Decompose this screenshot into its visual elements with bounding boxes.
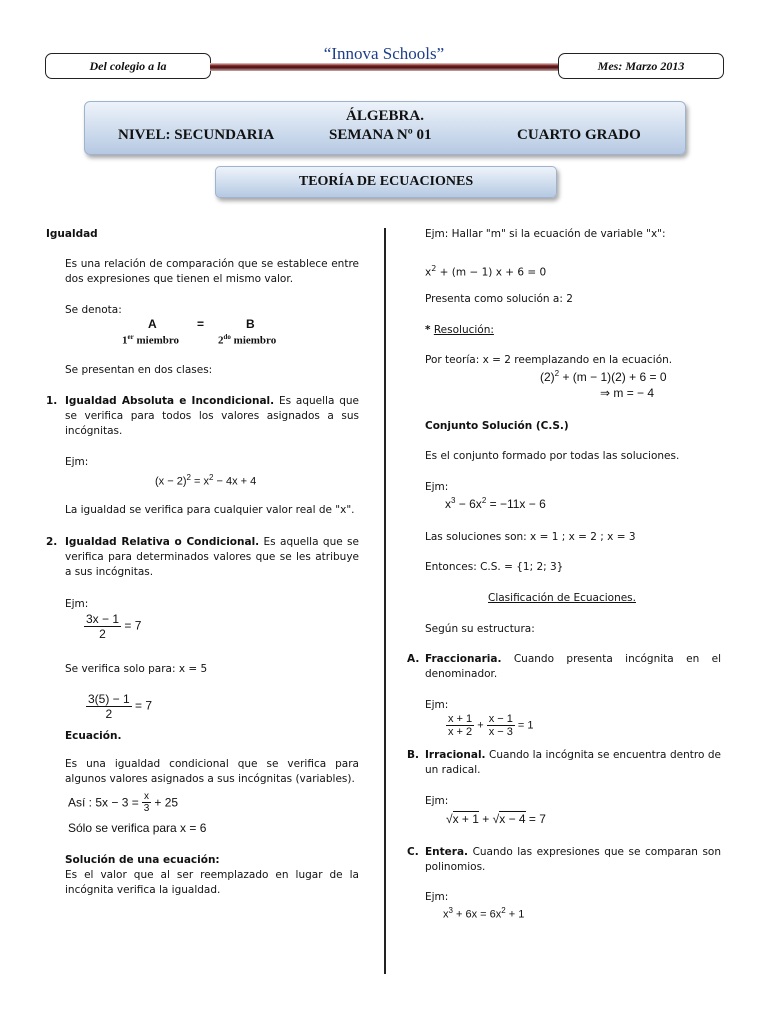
solo-verifica-text: Sólo se verifica para x = 6 xyxy=(68,821,207,835)
ejm-label-4: Ejm: xyxy=(425,699,449,711)
second-member-label: $2^{do}$ miembro xyxy=(218,333,277,347)
class1-note: La igualdad se verifica para cualquier valor real de "x". xyxy=(65,504,355,516)
irracional-equation: √x + 1 + √x − 4 = 7 xyxy=(446,812,546,826)
subject-title: ÁLGEBRA. xyxy=(346,108,424,124)
asterisk: * xyxy=(425,324,431,336)
class2-number: 2. xyxy=(46,536,58,548)
ejm-label-6: Ejm: xyxy=(425,891,449,903)
entonces-text: Entonces: C.S. = {1; 2; 3} xyxy=(425,561,564,573)
presenta-solucion-text: Presenta como solución a: 2 xyxy=(425,293,573,305)
sqrt-symbol-1: √ xyxy=(446,812,453,826)
hallar-m-text: Ejm: Hallar "m" si la ecuación de variable "x": xyxy=(425,228,666,240)
dos-clases-text: Se presentan en dos clases: xyxy=(65,364,213,376)
class1-number: 1. xyxy=(46,395,58,407)
header-date-box: Mes: Marzo 2013 xyxy=(558,53,724,79)
conjunto-solucion-definition: Es el conjunto formado por todas las soluciones. xyxy=(425,450,680,462)
resolution-step-1: $(2)^2 + (m - 1)(2) + 6 = 0$ xyxy=(540,369,667,384)
type-c-paragraph: Entera. Cuando las expresiones que se comparan son polinomios. xyxy=(425,846,721,873)
heading-conjunto-solucion: Conjunto Solución (C.S.) xyxy=(425,420,569,432)
fraccionaria-equation: $\frac{x + 1}{x + 2}$ + $\frac{x - 1}{x - 3}$ = 1 xyxy=(448,713,534,738)
example-equation-1: $(x - 2)^2 = x^2 - 4x + 4$ xyxy=(155,473,257,488)
entera-equation: $x^3 + 6x = 6x^2 + 1$ xyxy=(443,906,525,921)
header-divider-bar xyxy=(210,63,560,71)
week-label: SEMANA Nº 01 xyxy=(329,127,432,143)
column-divider xyxy=(384,228,386,974)
cs-equation: $x^3 - 6x^2 = -11x - 6$ xyxy=(445,496,546,511)
type-b-letter: B. xyxy=(407,749,419,761)
type-c-letter: C. xyxy=(407,846,419,858)
type-a-paragraph: Fraccionaria. Cuando presenta incógnita en el denominador. xyxy=(425,653,721,680)
soluciones-text: Las soluciones son: x = 1 ; x = 2 ; x = 3 xyxy=(425,531,636,543)
type-a-letter: A. xyxy=(407,653,420,665)
level-label: NIVEL: SECUNDARIA xyxy=(118,127,275,143)
example-equation-3: $\frac{3(5) - 1}{2}$ = 7 xyxy=(88,692,153,721)
se-denota-label: Se denota: xyxy=(65,304,122,316)
header-left-box: Del colegio a la xyxy=(45,53,211,79)
first-member-label: 1er miembro xyxy=(122,333,180,347)
type-b-paragraph: Irracional. Cuando la incógnita se encuentra dentro de un radical. xyxy=(425,749,721,776)
grade-label: CUARTO GRADO xyxy=(517,127,641,143)
course-title-banner xyxy=(84,101,686,155)
resolution-step-2: ⇒ m = − 4 xyxy=(600,386,655,400)
asi-equation: Así : 5x − 3 = $\frac{x}{3}$ + 25 xyxy=(68,791,179,814)
ejm-label-2: Ejm: xyxy=(65,598,89,610)
por-teoria-text: Por teoría: x = 2 reemplazando en la ecuación. xyxy=(425,354,673,366)
resolucion-label: * Resolución: xyxy=(425,324,494,336)
heading-igualdad: Igualdad xyxy=(46,228,98,240)
sqrt-symbol-2: √ xyxy=(492,812,500,826)
class1-paragraph: Igualdad Absoluta e Incondicional. Es aquella que se verifica para todos los valores asignados a sus incógnitas. xyxy=(65,395,359,437)
example-equation-2: $\frac{3x - 1}{2}$ = 7 xyxy=(86,612,142,641)
m-equation: $x^2 + (m - 1) x + 6 = 0$ xyxy=(425,264,547,279)
igualdad-definition: Es una relación de comparación que se establece entre dos expresiones que tienen el mismo valor. xyxy=(65,258,359,285)
ejm-label-5: Ejm: xyxy=(425,795,449,807)
class2-note: Se verifica solo para: x = 5 xyxy=(65,663,208,675)
class2-paragraph: Igualdad Relativa o Condicional. Es aquella que se verifica para determinados valores que se les atribuye a sus incógnitas. xyxy=(65,536,359,578)
heading-ecuacion: Ecuación. xyxy=(65,730,122,742)
topic-banner: TEORÍA DE ECUACIONES xyxy=(215,166,557,198)
ejm-label-1: Ejm: xyxy=(65,456,89,468)
denota-equals: = xyxy=(197,317,205,331)
ejm-label-3: Ejm: xyxy=(425,481,449,493)
school-name: “Innova Schools” xyxy=(323,44,445,63)
segun-estructura-text: Según su estructura: xyxy=(425,623,535,635)
ecuacion-definition: Es una igualdad condicional que se verifica para algunos valores asignados a sus incógnitas (variables). xyxy=(65,758,359,785)
denota-b: B xyxy=(246,317,255,331)
heading-clasificacion: Clasificación de Ecuaciones. xyxy=(488,592,636,604)
solucion-definition: Es el valor que al ser reemplazado en lugar de la incógnita verifica la igualdad. xyxy=(65,869,359,896)
heading-solucion: Solución de una ecuación: xyxy=(65,854,220,866)
denota-a: A xyxy=(148,317,157,331)
